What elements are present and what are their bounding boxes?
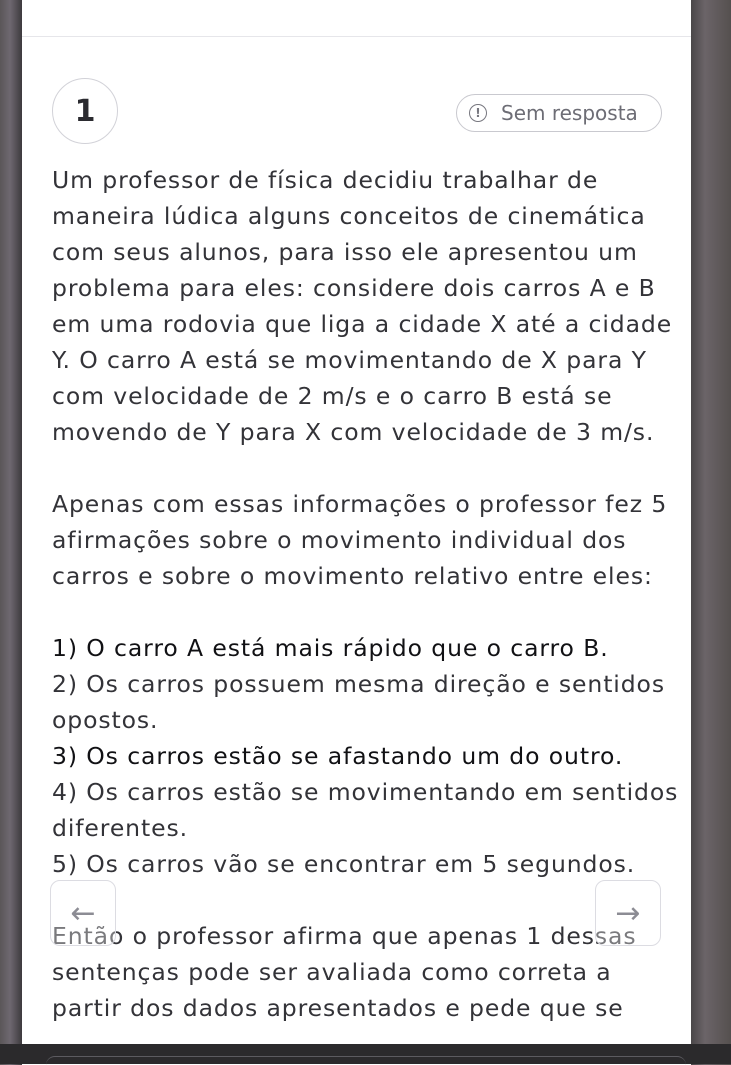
arrow-left-icon: ←: [70, 895, 96, 931]
divider: [22, 36, 691, 37]
question-text: [52, 162, 680, 1026]
paragraph-statements-intro: Apenas com essas informações o professor fez 5 afirmações sobre o movimento individual dos carros e sobre o movimento relativo entre eles:: [52, 490, 668, 590]
statement-5: 5) Os carros vão se encontrar em 5 segundos.: [52, 850, 636, 878]
arrow-right-icon: →: [615, 895, 641, 931]
alert-circle-icon: !: [469, 104, 487, 122]
paragraph-conclusion: Então o professor afirma que apenas 1 dessas sentenças pode ser avaliada como correta a partir dos dados apresentados e pede que se: [52, 922, 637, 1022]
previous-button[interactable]: [50, 880, 116, 946]
status-label: Sem resposta: [501, 101, 638, 125]
statement-1: 1) O carro A está mais rápido que o carro B.: [52, 634, 609, 662]
statement-3: 3) Os carros estão se afastando um do outro.: [52, 742, 624, 770]
status-badge: [456, 94, 662, 132]
statement-4: 4) Os carros estão se movimentando em sentidos diferentes.: [52, 778, 679, 842]
paragraph-intro: Um professor de física decidiu trabalhar de maneira lúdica alguns conceitos de cinemática com seus alunos, para isso ele apresentou um problema para eles: considere dois carros A e B em uma rodovia que liga a cidade X até a cidade Y. O carro A está se movimentando de X para Y com velocidade de 2 m/s e o carro B está se movendo de Y para X com velocidade de 3 m/s.: [52, 166, 673, 446]
statements-list: [52, 630, 680, 882]
question-card: [22, 0, 691, 1044]
question-number: 1: [52, 78, 118, 144]
statement-2: 2) Os carros possuem mesma direção e sentidos opostos.: [52, 670, 665, 734]
next-button[interactable]: [595, 880, 661, 946]
